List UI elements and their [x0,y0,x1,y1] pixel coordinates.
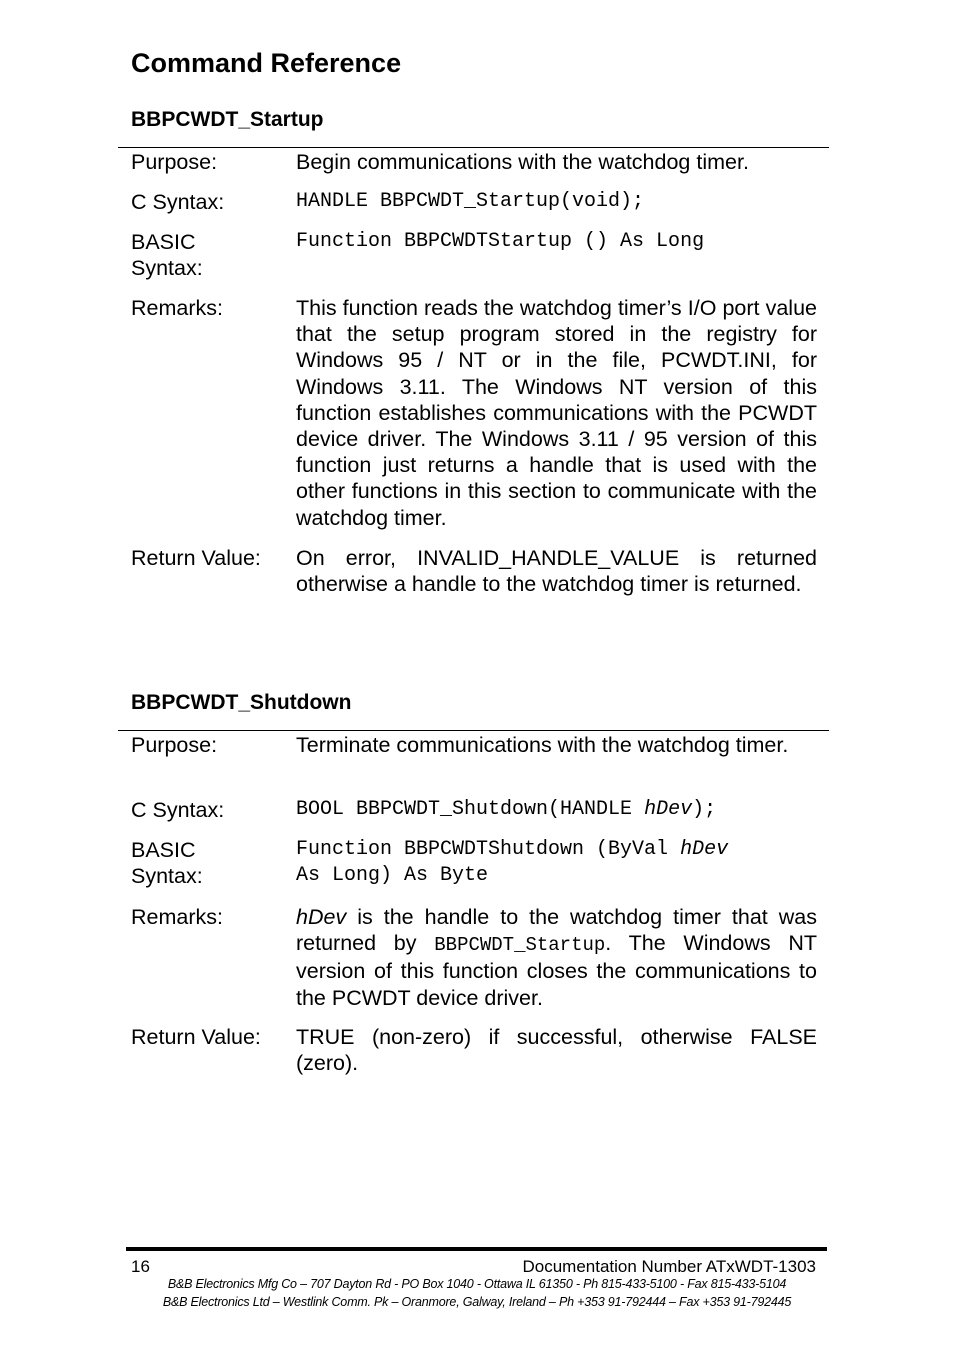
basic-syntax-param: hDev [680,838,729,861]
section-rule [118,147,829,148]
basic-syntax-line-2: As Long) As Byte [296,864,489,887]
basic-syntax-label [131,229,291,281]
remarks-text [296,904,817,1011]
return-value-text: TRUE (non-zero) if successful, otherwise FALSE (zero). [296,1025,817,1076]
section-rule [118,730,829,731]
basic-label-line-1: BASIC [131,838,196,862]
c-syntax-label: C Syntax: [131,190,225,214]
remarks-text: This function reads the watchdog timer’s I/O port value that the setup program stored in the registry for Windows 95 / NT or in the file, PCWDT.INI, for Windows 3.11. The Windows NT version of this function establishes communications with the PCWDT device driver. The Windows 3.11 / 95 version of this function just returns a handle that is used with the other functions in this section to communicate with the watchdog timer. [296,296,817,530]
purpose-text: Begin communications with the watchdog timer. [296,150,749,174]
section-heading-shutdown: BBPCWDT_Shutdown [131,691,352,714]
basic-label-line-2: Syntax: [131,256,203,280]
basic-syntax-code-start: Function BBPCWDTShutdown (ByVal [296,838,681,861]
footer-address-ireland: B&B Electronics Ltd – Westlink Comm. Pk – Oranmore, Galway, Ireland – Ph +353 91-792444 – Fax +353 91-792445 [162,1295,792,1309]
c-syntax-code-end: ); [692,798,717,821]
remarks-text-a: is the handle to the watchdog timer that was returned by [296,905,817,956]
basic-syntax-code [296,837,817,889]
purpose-text: Terminate communications with the watchdog timer. [296,733,789,757]
remarks-label: Remarks: [131,296,223,320]
purpose-label: Purpose: [131,733,218,757]
basic-syntax-label [131,837,291,889]
remarks-param: hDev [296,905,347,929]
section-heading-startup: BBPCWDT_Startup [131,108,324,131]
documentation-number: Documentation Number ATxWDT-1303 [522,1257,816,1276]
c-syntax-label: C Syntax: [131,798,225,822]
basic-label-line-2: Syntax: [131,864,203,888]
c-syntax-param: hDev [644,798,693,821]
footer-address-us: B&B Electronics Mfg Co – 707 Dayton Rd - PO Box 1040 - Ottawa IL 61350 - Ph 815-433-5100 - Fax 815-433-5104 [167,1277,787,1291]
basic-label-line-1: BASIC [131,230,196,254]
c-syntax-code: HANDLE BBPCWDT_Startup(void); [296,190,645,213]
c-syntax-code-start: BOOL BBPCWDT_Shutdown(HANDLE [296,798,645,821]
return-value-text: On error, INVALID_HANDLE_VALUE is returned otherwise a handle to the watchdog timer is returned. [296,546,817,597]
page-title: Command Reference [131,48,402,78]
purpose-label: Purpose: [131,150,218,174]
basic-syntax-line-1 [296,837,817,863]
c-syntax-code [296,797,817,823]
footer-rule [126,1247,827,1251]
return-value-label: Return Value: [131,1025,261,1049]
page-number: 16 [131,1257,150,1276]
basic-syntax-code: Function BBPCWDTStartup () As Long [296,230,705,253]
remarks-label: Remarks: [131,905,223,929]
remarks-text-b: . The Windows NT version of this function closes the communications to the PCWDT device driver. [296,931,818,1010]
remarks-code: BBPCWDT_Startup [434,934,606,957]
return-value-label: Return Value: [131,546,261,570]
